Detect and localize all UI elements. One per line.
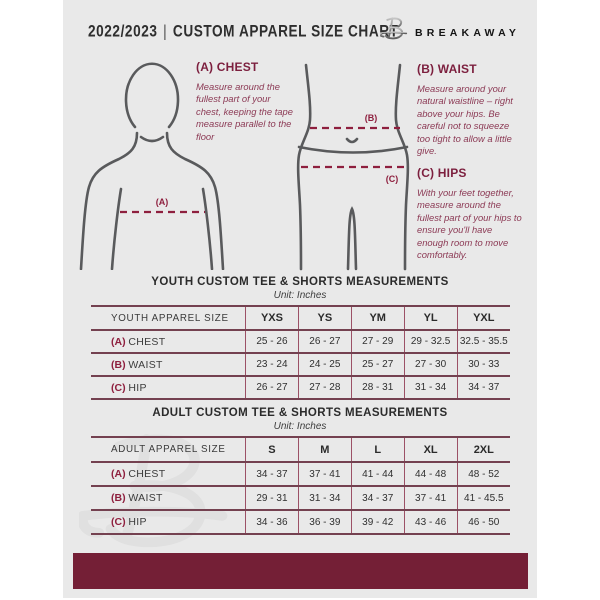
measurement-value-cell: 41 - 45.5 [457,486,510,510]
size-header-cell: S [246,437,299,462]
measurement-value-cell: 25 - 27 [351,353,404,376]
size-table-header-row [91,437,510,462]
hips-instruction [417,166,525,261]
measurement-name: CHEST [128,335,166,348]
measurement-value-cell: 34 - 36 [246,510,299,534]
size-header-cell: YXS [246,306,299,330]
title-label: CUSTOM APPAREL SIZE CHART [172,23,399,41]
measurement-row [91,330,510,353]
measurement-name: WAIST [128,358,163,371]
youth-size-table-container [91,305,510,400]
measurement-value-cell: 32.5 - 35.5 [457,330,510,353]
right-shoulder-arm-outline [167,133,223,269]
measurement-value-cell: 27 - 29 [351,330,404,353]
size-chart-document [63,0,537,598]
measurement-row [91,462,510,486]
measurement-row [91,376,510,399]
measurement-key: (B) [111,492,126,504]
left-shoulder-arm-outline [81,133,137,269]
measurement-row-label [91,462,246,486]
measurement-value-cell: 29 - 32.5 [404,330,457,353]
measurement-value-cell: 37 - 41 [404,486,457,510]
size-column-header: YOUTH APPAREL SIZE [111,312,229,324]
waist-instruction-text: Measure around your natural waistline – right above your hips. Be careful not to squeeze too tight to allow a little give. [417,83,513,157]
measurement-value-cell: 31 - 34 [404,376,457,399]
chest-instruction-heading: (A) CHEST [196,60,259,74]
inner-leg-outline [348,209,356,269]
breakaway-b-logo-icon [380,14,412,46]
measurement-value-cell: 46 - 50 [457,510,510,534]
measurement-name: CHEST [128,468,166,480]
adult-table-title: ADULT CUSTOM TEE & SHORTS MEASUREMENTS [152,407,448,419]
size-column-header: ADULT APPAREL SIZE [111,444,226,455]
head-outline [126,64,178,127]
size-header-cell: L [351,437,404,462]
title-divider: | [163,23,168,41]
hips-instruction-text: With your feet together, measure around the fullest part of your hips to ensure you'll have enough room to move comfortably. [417,187,522,261]
size-header-cell: XL [404,437,457,462]
measurement-name: HIP [128,516,147,528]
adult-table-unit: Unit: Inches [273,421,327,432]
size-header-cell: M [298,437,351,462]
measurement-row [91,353,510,376]
measurement-row [91,486,510,510]
brand-name: BREAKAWAY [415,27,521,39]
measurement-value-cell: 48 - 52 [457,462,510,486]
waist-line-label: (B) [364,113,378,123]
measurement-name: HIP [128,381,147,394]
chest-line-label: (A) [155,197,169,207]
measurement-value-cell: 25 - 26 [246,330,299,353]
measurement-value-cell: 44 - 48 [404,462,457,486]
size-table-header-row [91,306,510,330]
chest-instruction [196,60,298,143]
hip-band-outline [299,147,407,153]
youth-size-table [91,305,510,400]
measurement-value-cell: 26 - 27 [246,376,299,399]
youth-table-title: YOUTH CUSTOM TEE & SHORTS MEASUREMENTS [151,276,449,288]
measurement-row [91,510,510,534]
right-torso-side-outline [203,189,212,269]
footer-accent-bar [73,553,528,589]
size-header-cell: YS [298,306,351,330]
measurement-key: (A) [111,335,126,348]
measurement-value-cell: 36 - 39 [298,510,351,534]
measurement-row-label [91,376,246,399]
measurement-value-cell: 27 - 28 [298,376,351,399]
measurement-name: WAIST [128,492,163,504]
measurement-value-cell: 31 - 34 [298,486,351,510]
hips-instruction-heading: (C) HIPS [417,166,467,180]
adult-size-table-container [91,436,510,535]
measurement-value-cell: 43 - 46 [404,510,457,534]
measurement-value-cell: 23 - 24 [246,353,299,376]
measurement-value-cell: 34 - 37 [457,376,510,399]
adult-size-table [91,436,510,535]
measurement-value-cell: 28 - 31 [351,376,404,399]
waist-instruction [417,62,521,157]
measurement-row-label [91,486,246,510]
youth-table-unit: Unit: Inches [273,290,327,301]
size-header-cell: YXL [457,306,510,330]
measurement-value-cell: 37 - 41 [298,462,351,486]
chest-instruction-text: Measure around the fullest part of your chest, keeping the tape measure parallel to the floor [196,81,293,142]
measurement-value-cell: 30 - 33 [457,353,510,376]
measurement-value-cell: 29 - 31 [246,486,299,510]
measurement-key: (B) [111,358,126,371]
measurement-value-cell: 34 - 37 [246,462,299,486]
season-label: 2022/2023 [88,23,158,41]
size-header-cell: 2XL [457,437,510,462]
measurement-value-cell: 34 - 37 [351,486,404,510]
measurement-key: (C) [111,516,126,528]
measurement-value-cell: 41 - 44 [351,462,404,486]
left-torso-side-outline [112,189,121,269]
measurement-row-label [91,510,246,534]
size-header-cell: YL [404,306,457,330]
waist-instruction-heading: (B) WAIST [417,62,477,76]
hips-line-label: (C) [385,174,399,184]
measurement-row-label [91,353,246,376]
measurement-value-cell: 39 - 42 [351,510,404,534]
measurement-value-cell: 27 - 30 [404,353,457,376]
size-header-cell: YM [351,306,404,330]
measurement-value-cell: 26 - 27 [298,330,351,353]
measurement-key: (C) [111,381,126,394]
measurement-row-label [91,330,246,353]
measurement-value-cell: 24 - 25 [298,353,351,376]
document-title [88,23,399,41]
measurement-key: (A) [111,468,126,480]
document-header [63,0,537,54]
chin-outline [141,137,163,141]
navel-outline [347,139,357,142]
